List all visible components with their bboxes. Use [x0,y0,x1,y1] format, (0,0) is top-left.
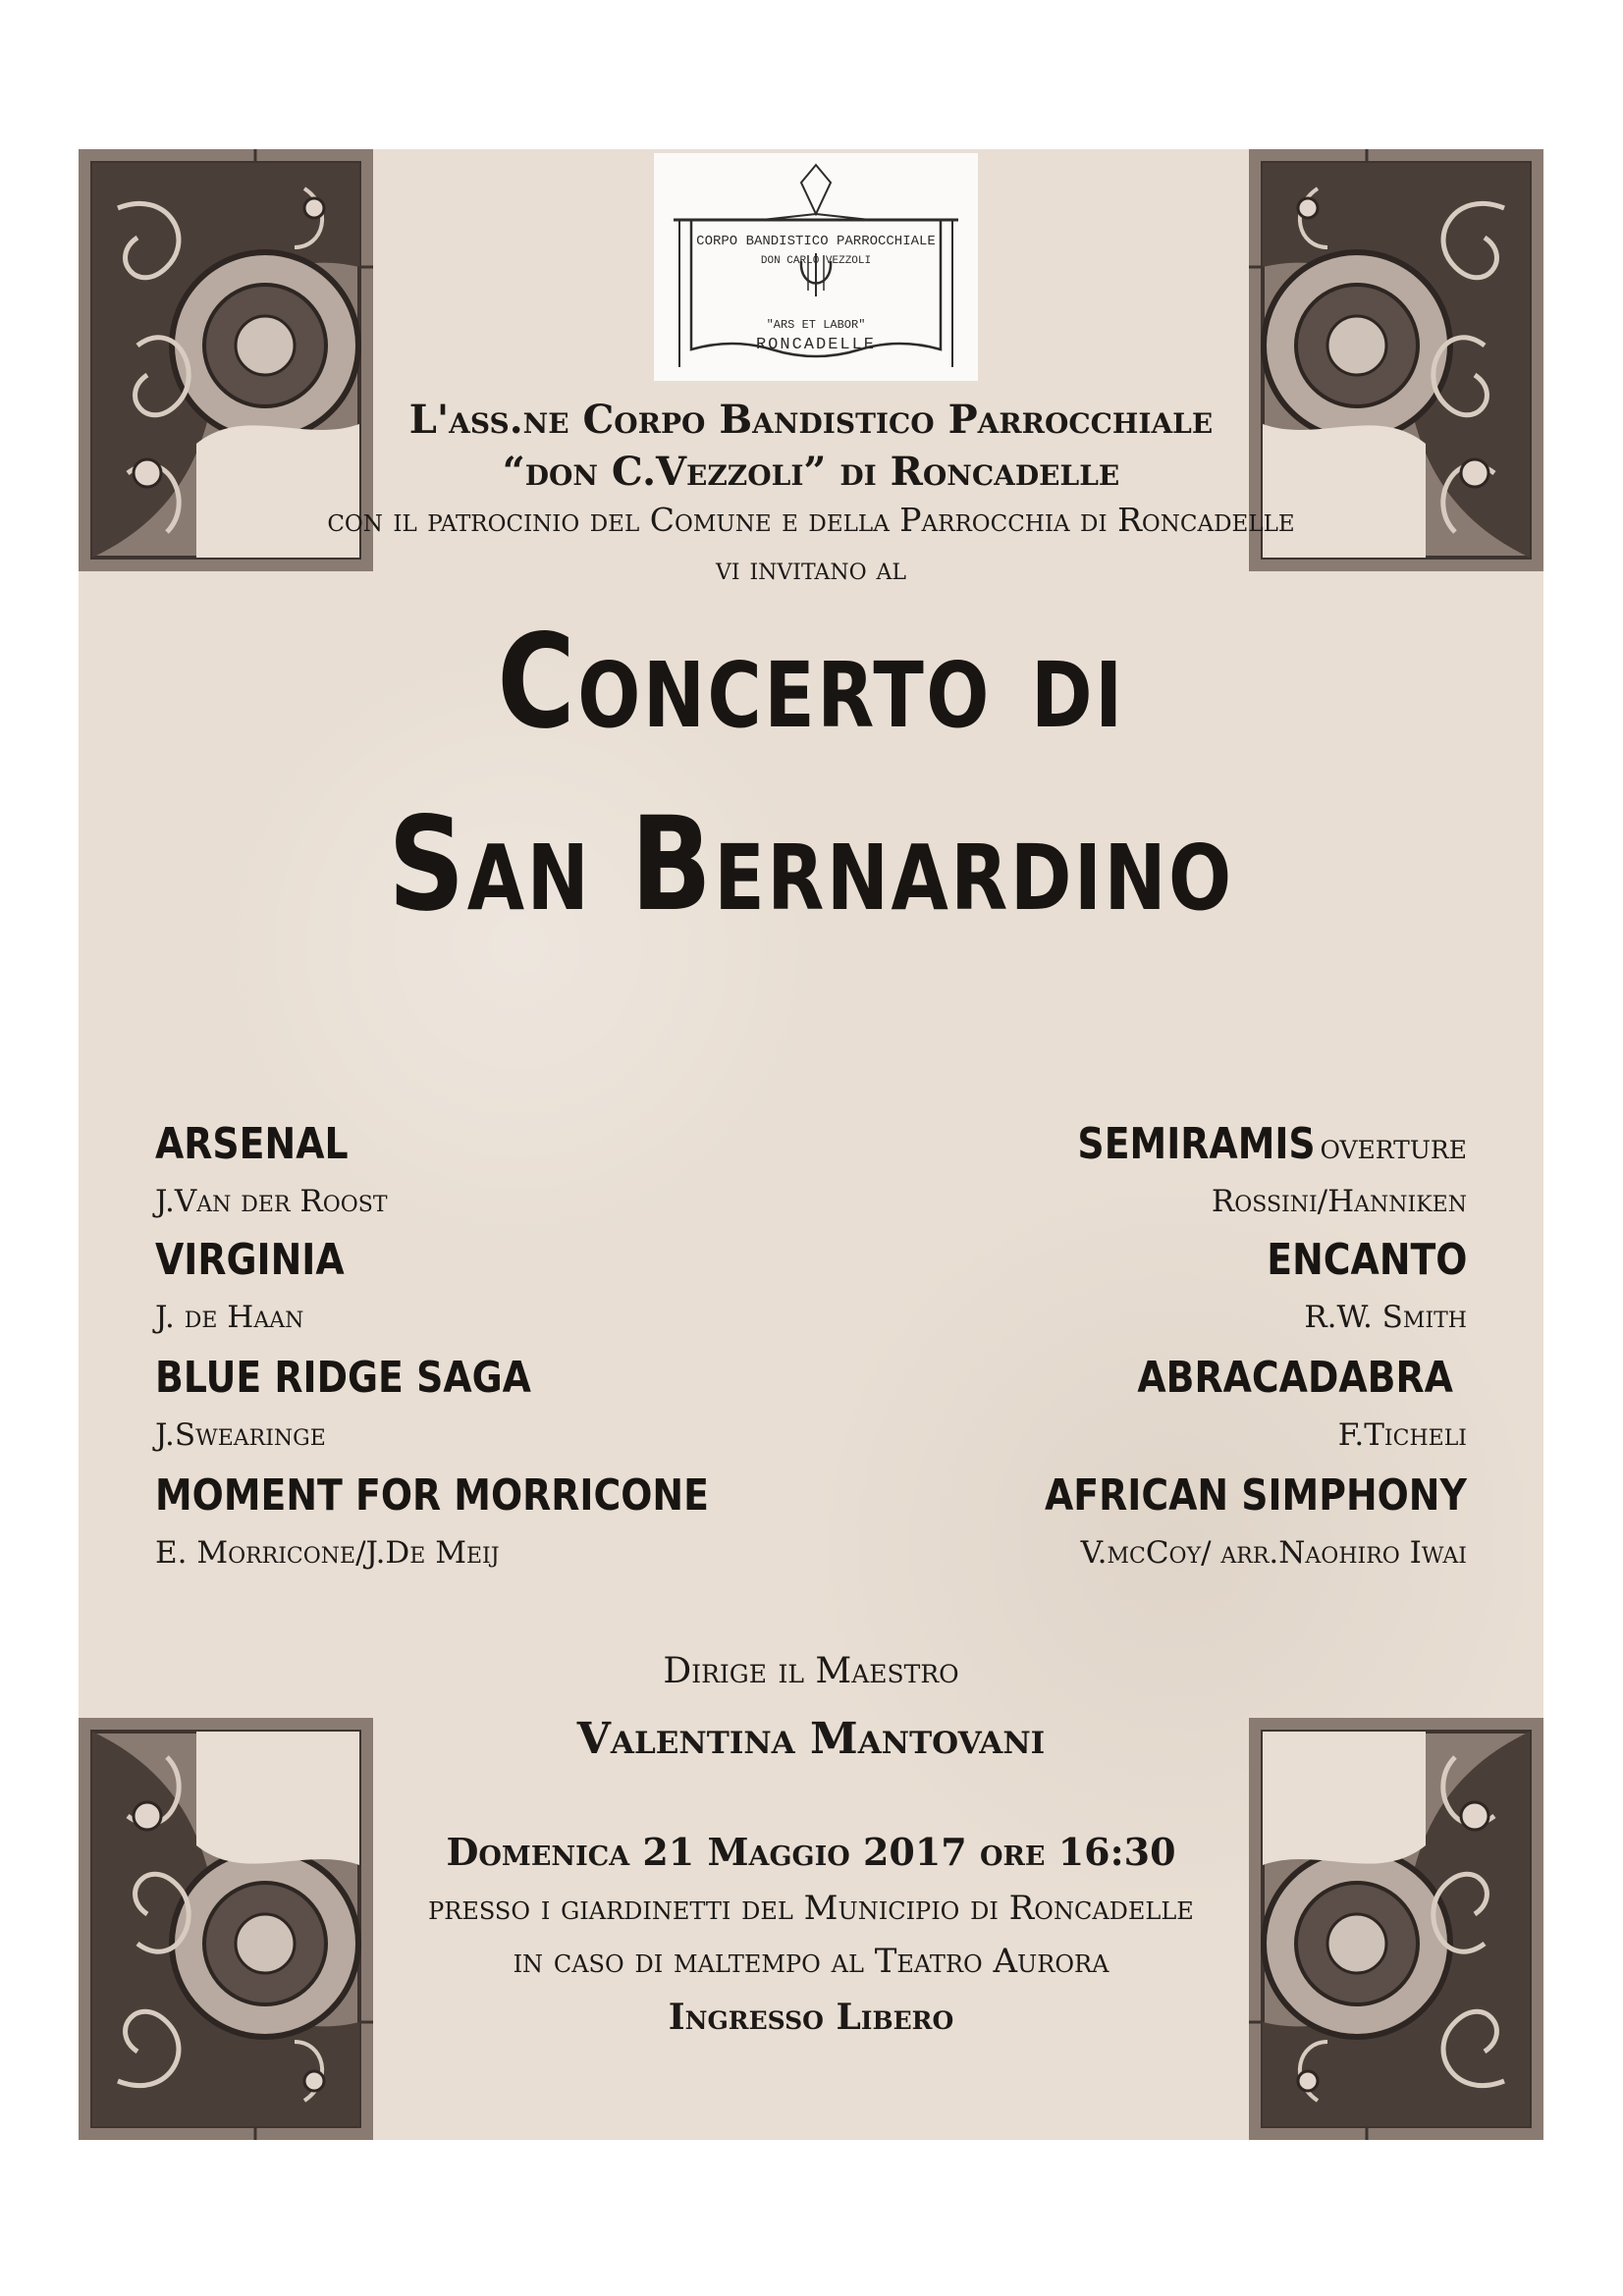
program-title-suffix: overture [1320,1127,1467,1167]
patronage-line: con il patrocinio del Comune e della Parrocchia di Roncadelle [327,501,1295,539]
program-composer: V.mcCoy/ arr.Naohiro Iwai [1080,1535,1467,1571]
program-composer: E. Morricone/J.De Meij [155,1535,500,1571]
program-title: BLUE RIDGE SAGA [155,1353,531,1403]
program-composer: R.W. Smith [1304,1300,1467,1335]
program-composer: F.Ticheli [1337,1417,1467,1453]
program-title: AFRICAN SIMPHONY [1045,1470,1467,1521]
program-title: ABRACADABRA [1137,1353,1453,1403]
logo-line-2: DON CARLO VEZZOLI [760,255,872,267]
program-title-group [1039,1119,1467,1169]
logo-line-4: RONCADELLE [755,336,877,354]
conductor-label: Dirige il Maestro [663,1651,959,1691]
program-title: ARSENAL [155,1119,349,1169]
program-composer: J.Van der Roost [155,1184,388,1219]
conductor-name: Valentina Mantovani [576,1714,1046,1764]
band-banner-logo [654,153,978,381]
program-title: ENCANTO [1266,1235,1467,1285]
ornament-corner-bottom-right [1249,1718,1543,2140]
program-title: SEMIRAMIS [1077,1119,1316,1169]
event-entry: Ingresso Libero [668,1997,954,2038]
program-title: VIRGINIA [155,1235,345,1285]
event-rain-location: in caso di maltempo al Teatro Aurora [513,1942,1109,1981]
organizer-line-1: L'ass.ne Corpo Bandistico Parrocchiale [408,397,1214,443]
event-location: presso i giardinetti del Municipio di Roncadelle [428,1889,1194,1928]
concert-title-line-2: San Bernardino [388,789,1234,940]
logo-line-3: "ARS ET LABOR" [766,318,866,332]
program-composer: Rossini/Hanniken [1211,1184,1467,1219]
ornament-corner-bottom-left [79,1718,373,2140]
program-composer: J. de Haan [155,1300,304,1335]
invitation-line: vi invitano al [716,552,906,587]
concert-poster [79,149,1543,2140]
event-datetime: Domenica 21 Maggio 2017 ore 16:30 [446,1830,1176,1874]
program-title: MOMENT FOR MORRICONE [155,1470,709,1521]
organizer-line-2: “don C.Vezzoli” di Roncadelle [502,449,1120,495]
concert-title-line-1: Concerto di [497,607,1125,758]
logo-line-1: CORPO BANDISTICO PARROCCHIALE [696,234,936,249]
program-composer: J.Swearinge [155,1417,326,1453]
